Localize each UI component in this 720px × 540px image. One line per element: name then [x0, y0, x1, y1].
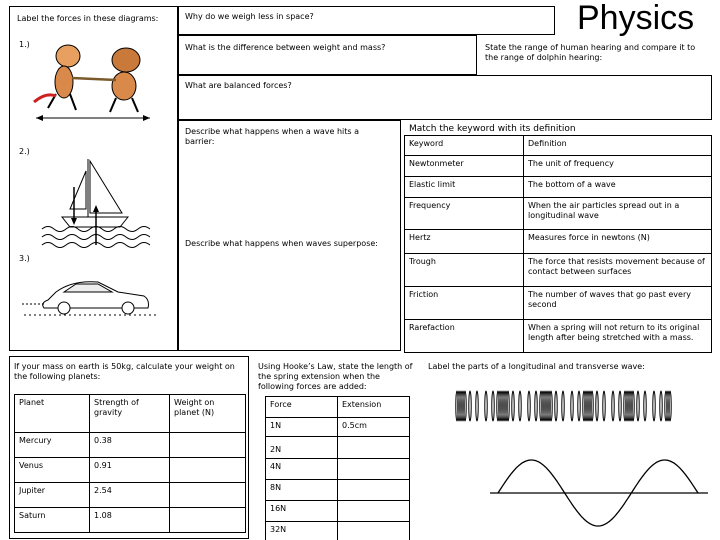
spring-coil — [550, 391, 552, 421]
keyword-term[interactable]: Frequency — [405, 198, 524, 230]
keyword-definition[interactable]: Measures force in newtons (N) — [524, 230, 712, 254]
spring-coil — [492, 391, 494, 421]
spring-coil — [535, 391, 537, 421]
spring-coil — [512, 391, 514, 421]
question-weight-mass: What is the difference between weight and mass? — [185, 43, 386, 52]
planet-gravity: 1.08 — [90, 508, 170, 533]
planet-name: Mercury — [15, 433, 90, 458]
planet-weight-answer[interactable] — [170, 433, 246, 458]
keyword-term[interactable]: Rarefaction — [405, 320, 524, 353]
diagram-2-label: 2.) — [19, 147, 30, 156]
spring-coil — [603, 391, 605, 421]
planets-prompt: If your mass on earth is 50kg, calculate your weight on the following planets: — [14, 362, 235, 381]
planet-weight-answer[interactable] — [170, 483, 246, 508]
spring-coil — [562, 391, 564, 421]
planet-name: Saturn — [15, 508, 90, 533]
keyword-definition[interactable]: The bottom of a wave — [524, 177, 712, 198]
spring-coil — [619, 391, 621, 421]
spring-coil — [660, 391, 662, 421]
spring-coil — [519, 391, 521, 421]
spring-coil — [571, 391, 573, 421]
extension-header: Extension — [338, 397, 410, 418]
hooke-force: 16N — [266, 501, 338, 522]
hooke-force: 2N — [266, 437, 338, 459]
spring-coil — [612, 391, 614, 421]
hooke-extension[interactable] — [338, 459, 410, 480]
diagram-3-label: 3.) — [19, 254, 30, 263]
planet-name: Jupiter — [15, 483, 90, 508]
hooke-extension[interactable]: 0.5cm — [338, 418, 410, 437]
forces-heading: Label the forces in these diagrams: — [17, 14, 159, 23]
keyword-header: Keyword — [405, 136, 524, 156]
question-waves-box — [178, 120, 401, 351]
diagram-1-label: 1.) — [19, 40, 30, 49]
spring-coil — [669, 391, 671, 421]
planets-table — [14, 394, 246, 533]
gravity-header: Strength of gravity — [90, 395, 170, 433]
page-title: Physics — [577, 0, 695, 37]
spring-coil — [476, 391, 478, 421]
spring-coil — [591, 391, 593, 421]
keyword-definition[interactable]: The force that resists movement because of contact between surfaces — [524, 254, 712, 287]
question-space: Why do we weigh less in space? — [185, 12, 314, 21]
spring-coil — [528, 391, 530, 421]
spring-coil — [555, 391, 557, 421]
spring-coil — [644, 391, 646, 421]
spring-coil — [637, 391, 639, 421]
keyword-term[interactable]: Hertz — [405, 230, 524, 254]
keyword-term[interactable]: Friction — [405, 287, 524, 320]
keyword-definition[interactable]: The number of waves that go past every second — [524, 287, 712, 320]
planet-weight-answer[interactable] — [170, 508, 246, 533]
spring-coil — [578, 391, 580, 421]
weight-header: Weight on planet (N) — [170, 395, 246, 433]
keyword-term[interactable]: Elastic limit — [405, 177, 524, 198]
planet-name: Venus — [15, 458, 90, 483]
definition-header: Definition — [524, 136, 712, 156]
keyword-table — [404, 135, 712, 353]
sailboat-illustration — [40, 155, 150, 250]
spring-coil — [632, 391, 634, 421]
planet-gravity: 0.38 — [90, 433, 170, 458]
transverse-wave-diagram — [490, 453, 710, 533]
keyword-definition[interactable]: The unit of frequency — [524, 156, 712, 177]
keyword-definition[interactable]: When a spring will not return to its original length after being stretched with a mass. — [524, 320, 712, 353]
spring-coil — [485, 391, 487, 421]
spring-coil — [464, 391, 466, 421]
waves-prompt: Label the parts of a longitudinal and transverse wave: — [428, 362, 645, 371]
hooke-extension[interactable] — [338, 437, 410, 459]
spring-coil — [596, 391, 598, 421]
spring-coil — [469, 391, 471, 421]
planet-header: Planet — [15, 395, 90, 433]
keyword-heading: Match the keyword with its definition — [409, 124, 576, 134]
keyword-term[interactable]: Newtonmeter — [405, 156, 524, 177]
question-balanced: What are balanced forces? — [185, 81, 292, 90]
tug-of-war-illustration — [26, 34, 166, 134]
hooke-force: 32N — [266, 522, 338, 540]
planet-gravity: 2.54 — [90, 483, 170, 508]
hooke-extension[interactable] — [338, 480, 410, 501]
hooke-force: 4N — [266, 459, 338, 480]
hooke-table — [265, 396, 410, 540]
keyword-definition[interactable]: When the air particles spread out in a longitudinal wave — [524, 198, 712, 230]
spring-coil — [507, 391, 509, 421]
car-illustration — [20, 270, 160, 320]
hooke-extension[interactable] — [338, 501, 410, 522]
hooke-prompt: Using Hooke’s Law, state the length of the spring extension when the following forces are added: — [258, 362, 413, 391]
question-wave-barrier: Describe what happens when a wave hits a barrier: — [185, 127, 360, 146]
hooke-force: 8N — [266, 480, 338, 501]
question-superpose: Describe what happens when waves superpose: — [185, 239, 378, 248]
question-hearing: State the range of human hearing and compare it to the range of dolphin hearing: — [485, 43, 696, 62]
longitudinal-wave-diagram — [455, 388, 695, 424]
hooke-extension[interactable] — [338, 522, 410, 540]
hooke-force: 1N — [266, 418, 338, 437]
question-weight-mass-box — [178, 35, 477, 75]
planet-weight-answer[interactable] — [170, 458, 246, 483]
planet-gravity: 0.91 — [90, 458, 170, 483]
force-header: Force — [266, 397, 338, 418]
spring-coil — [653, 391, 655, 421]
keyword-term[interactable]: Trough — [405, 254, 524, 287]
